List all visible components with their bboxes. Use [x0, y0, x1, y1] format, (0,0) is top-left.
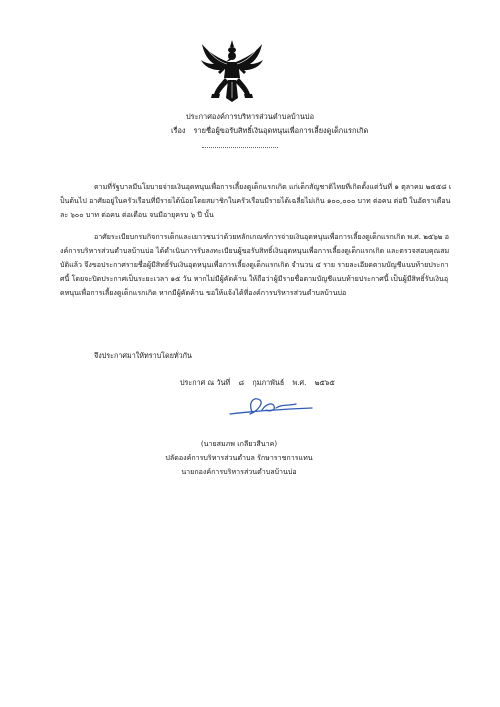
- closing-line: จึงประกาศมาให้ทราบโดยทั่วกัน: [94, 351, 192, 360]
- announcement-body: [60, 180, 452, 308]
- garuda-emblem-icon: [200, 38, 264, 104]
- date-era: พ.ศ.: [292, 378, 307, 387]
- body-paragraph-1: ตามที่รัฐบาลมีนโยบายจ่ายเงินอุดหนุนเพื่อการเลี้ยงดูเด็กแรกเกิด แก่เด็กสัญชาติไทยที่เกิดตั้งแต่วันที่ ๑ ตุลาคม ๒๕๕๘ เป็นต้นไป อาศัยอยู่ในครัวเรือนที่มีรายได้น้อยโดยสมาชิกในครัวเรือนมีรายได้เฉลี่ยไม่เกิน ๑๐๐,๐๐๐ บาท ต่อคน ต่อปี ในอัตราเดือนละ ๖๐๐ บาท ต่อคน ต่อเดือน จนมีอายุครบ ๖ ปี นั้น: [60, 182, 452, 219]
- announcement-title: ประกาศองค์การบริหารส่วนตำบลบ้านบ่อ: [185, 112, 315, 121]
- date-month: กุมภาพันธ์: [252, 378, 285, 387]
- announcement-date: [180, 378, 341, 388]
- signature-mark: [226, 390, 316, 420]
- body-paragraph-2: อาศัยระเบียบกรมกิจการเด็กและเยาวชนว่าด้วยหลักเกณฑ์การจ่ายเงินอุดหนุนเพื่อการเลี้ยงดูเด็กแรกเกิด พ.ศ. ๒๕๖๒ องค์การบริหารส่วนตำบลบ้านบ่อ ได้ดำเนินการรับลงทะเบียนผู้ขอรับสิทธิ์เงินอุดหนุนเพื่อการเลี้ยงดูเด็กแรกเกิด และตรวจสอบคุณสมบัติแล้ว จึงขอประกาศรายชื่อผู้มีสิทธิ์รับเงินอุดหนุนเพื่อการเลี้ยงดูเด็กแรกเกิด จำนวน ๔ ราย รายละเอียดตามบัญชีแนบท้ายประกาศนี้ โดยจะปิดประกาศเป็นระยะเวลา ๑๕ วัน หากไม่มีผู้คัดค้าน ให้ถือว่าผู้มีรายชื่อตามบัญชีแนบท้ายประกาศนี้ เป็นผู้มีสิทธิ์รับเงินอุดหนุนเพื่อการเลี้ยงดูเด็กแรกเกิด หากมีผู้คัดค้าน ขอให้แจ้งได้ที่องค์การบริหารส่วนตำบลบ้านบ่อ: [60, 232, 450, 297]
- subject-label: เรื่อง: [171, 126, 186, 135]
- announcement-subject: [171, 126, 368, 136]
- signer-name: (นายสมภพ เกลียวสีนาค): [200, 439, 278, 448]
- date-year: ๒๕๖๕: [314, 378, 335, 387]
- date-day: ๘: [238, 378, 245, 387]
- date-prefix: ประกาศ ณ วันที่: [180, 378, 231, 387]
- signer-block: [154, 437, 324, 479]
- signer-position-1: ปลัดองค์การบริหารส่วนตำบล รักษาราชการแทน: [165, 453, 313, 462]
- signer-position-2: นายกองค์การบริหารส่วนตำบลบ้านบ่อ: [181, 467, 297, 476]
- header-separator: [202, 147, 278, 148]
- subject-text: รายชื่อผู้ขอรับสิทธิ์เงินอุดหนุนเพื่อการเลี้ยงดูเด็กแรกเกิด: [193, 126, 369, 135]
